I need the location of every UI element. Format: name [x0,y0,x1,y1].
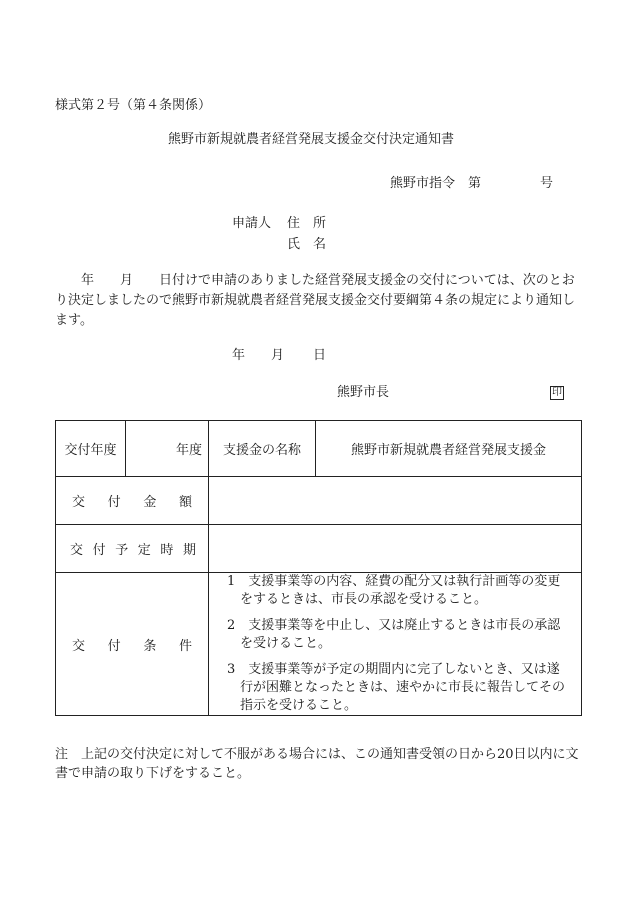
form-number: 様式第２号（第４条関係） [55,98,212,113]
applicant-label: 申請人 [232,216,272,231]
document-ref-prefix: 熊野市指令 第 [390,176,482,191]
conditions-label: 交 付 条 件 [56,573,209,716]
list-item: 1 支援事業等の内容、経費の配分又は執行計画等の変更をするときは、市長の承認を受けること。 [227,574,561,607]
seal-icon: 印 [552,387,562,398]
fiscal-year-suffix: 年度 [126,421,209,477]
fiscal-year-label: 交付年度 [56,421,126,477]
date-month: 月 [271,348,285,363]
list-item: 3 支援事業等が予定の期間内に完了しないとき、又は遂行が困難となったときは、速やかに市長に報告してその指示を受けること。 [227,662,566,713]
body-paragraph: 年 月 日付けで申請のありました経営発展支援金の交付については、次のとおり決定しましたので熊野市新規就農者経営発展支援金交付要綱第４条の規定により通知します。 [55,273,576,328]
conditions-value [209,573,582,716]
applicant-address-label: 住 所 [287,216,327,231]
date-year: 年 [232,348,246,363]
seal-mark [550,385,564,400]
grant-name-value: 熊野市新規就農者経営発展支援金 [316,421,582,477]
mayor-title: 熊野市長 [337,385,390,400]
decision-table [55,420,582,716]
date-day: 日 [313,348,327,363]
conditions-list [209,573,581,715]
amount-label: 交 付 金 額 [56,477,209,525]
note: 注 上記の交付決定に対して不服がある場合には、この通知書受領の日から20日以内に文書で申請の取り下げをすること。 [55,747,579,781]
applicant-name-label: 氏 名 [287,237,327,252]
grant-name-label: 支援金の名称 [209,421,316,477]
table-row [56,573,582,716]
list-item: 2 支援事業等を中止し、又は廃止するときは市長の承認を受けること。 [227,618,561,651]
schedule-label: 交 付 予 定 時 期 [56,525,209,573]
table-row [56,421,582,477]
document-ref-suffix: 号 [540,176,554,191]
document-title: 熊野市新規就農者経営発展支援金交付決定通知書 [168,132,455,147]
table-row [56,525,582,573]
table-row [56,477,582,525]
schedule-value [209,525,582,573]
amount-value [209,477,582,525]
